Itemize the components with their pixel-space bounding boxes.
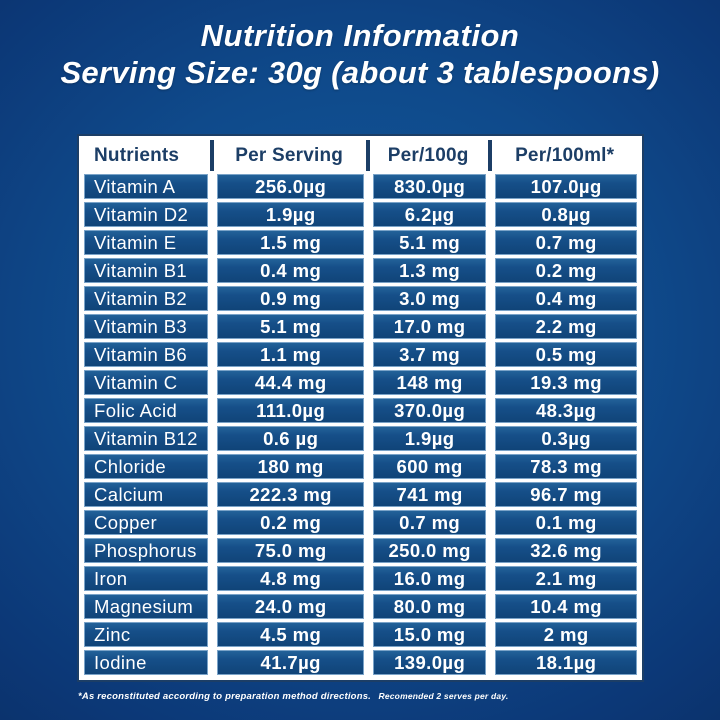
nutrient-value: 1.9µg xyxy=(373,426,486,451)
nutrient-name: Vitamin B6 xyxy=(84,342,208,367)
nutrient-value: 0.8µg xyxy=(495,202,637,227)
nutrient-value: 0.4 mg xyxy=(495,286,637,311)
table-row xyxy=(84,258,637,283)
nutrient-value: 0.9 mg xyxy=(217,286,364,311)
nutrient-name: Calcium xyxy=(84,482,208,507)
nutrient-name: Folic Acid xyxy=(84,398,208,423)
nutrient-value: 96.7 mg xyxy=(495,482,637,507)
column-header-per-serving: Per Serving xyxy=(210,140,364,171)
nutrient-name: Vitamin C xyxy=(84,370,208,395)
nutrient-name: Vitamin D2 xyxy=(84,202,208,227)
nutrient-name: Vitamin B1 xyxy=(84,258,208,283)
title-nutrition-information: Nutrition Information xyxy=(200,18,520,53)
title-serving-size: Serving Size: 30g (about 3 tablespoons) xyxy=(60,55,660,90)
table-row xyxy=(84,426,637,451)
column-header-per-100g: Per/100g xyxy=(366,140,486,171)
footnote-recommended-text: Recomended 2 serves per day. xyxy=(378,691,509,701)
table-row xyxy=(84,482,637,507)
nutrient-name: Vitamin A xyxy=(84,174,208,199)
nutrient-name: Vitamin B2 xyxy=(84,286,208,311)
nutrient-value: 0.7 mg xyxy=(373,510,486,535)
nutrient-value: 830.0µg xyxy=(373,174,486,199)
nutrient-value: 5.1 mg xyxy=(373,230,486,255)
nutrient-name: Chloride xyxy=(84,454,208,479)
nutrient-value: 75.0 mg xyxy=(217,538,364,563)
nutrient-value: 0.7 mg xyxy=(495,230,637,255)
nutrient-value: 6.2µg xyxy=(373,202,486,227)
nutrient-name: Vitamin B3 xyxy=(84,314,208,339)
nutrient-value: 4.8 mg xyxy=(217,566,364,591)
nutrient-value: 0.2 mg xyxy=(217,510,364,535)
nutrient-value: 80.0 mg xyxy=(373,594,486,619)
nutrient-value: 111.0µg xyxy=(217,398,364,423)
table-row xyxy=(84,454,637,479)
nutrient-name: Iodine xyxy=(84,650,208,675)
nutrient-value: 44.4 mg xyxy=(217,370,364,395)
table-row xyxy=(84,650,637,675)
table-row xyxy=(84,314,637,339)
nutrient-value: 0.6 µg xyxy=(217,426,364,451)
table-row xyxy=(84,370,637,395)
table-row xyxy=(84,342,637,367)
nutrient-value: 2 mg xyxy=(495,622,637,647)
nutrient-value: 1.1 mg xyxy=(217,342,364,367)
nutrient-value: 2.1 mg xyxy=(495,566,637,591)
nutrient-value: 0.1 mg xyxy=(495,510,637,535)
nutrient-value: 0.4 mg xyxy=(217,258,364,283)
nutrient-value: 24.0 mg xyxy=(217,594,364,619)
footnote xyxy=(78,686,509,704)
nutrient-value: 48.3µg xyxy=(495,398,637,423)
nutrient-value: 370.0µg xyxy=(373,398,486,423)
nutrient-name: Vitamin B12 xyxy=(84,426,208,451)
page-title xyxy=(0,18,720,91)
table-row xyxy=(84,594,637,619)
nutrient-value: 5.1 mg xyxy=(217,314,364,339)
table-header-row xyxy=(84,140,637,171)
nutrient-value: 78.3 mg xyxy=(495,454,637,479)
table-row xyxy=(84,510,637,535)
table-body xyxy=(84,174,637,675)
column-header-nutrients: Nutrients xyxy=(84,140,208,171)
nutrient-value: 4.5 mg xyxy=(217,622,364,647)
nutrient-value: 41.7µg xyxy=(217,650,364,675)
nutrient-value: 19.3 mg xyxy=(495,370,637,395)
nutrient-name: Iron xyxy=(84,566,208,591)
nutrient-value: 0.5 mg xyxy=(495,342,637,367)
nutrient-value: 0.2 mg xyxy=(495,258,637,283)
table-row xyxy=(84,286,637,311)
nutrient-value: 2.2 mg xyxy=(495,314,637,339)
table-row xyxy=(84,566,637,591)
nutrient-value: 256.0µg xyxy=(217,174,364,199)
nutrient-value: 1.9µg xyxy=(217,202,364,227)
table-row xyxy=(84,622,637,647)
nutrient-value: 3.0 mg xyxy=(373,286,486,311)
column-header-per-100ml: Per/100ml* xyxy=(488,140,637,171)
nutrient-value: 18.1µg xyxy=(495,650,637,675)
nutrient-value: 222.3 mg xyxy=(217,482,364,507)
table-row xyxy=(84,398,637,423)
nutrient-value: 600 mg xyxy=(373,454,486,479)
nutrient-value: 107.0µg xyxy=(495,174,637,199)
nutrient-value: 139.0µg xyxy=(373,650,486,675)
nutrient-value: 0.3µg xyxy=(495,426,637,451)
table-row xyxy=(84,538,637,563)
nutrient-value: 3.7 mg xyxy=(373,342,486,367)
footnote-reconstituted-text: *As reconstituted according to preparation method directions. xyxy=(78,691,372,702)
nutrient-name: Copper xyxy=(84,510,208,535)
nutrient-name: Phosphorus xyxy=(84,538,208,563)
nutrient-value: 180 mg xyxy=(217,454,364,479)
nutrient-value: 250.0 mg xyxy=(373,538,486,563)
nutrition-table xyxy=(77,134,644,682)
table-row xyxy=(84,174,637,199)
nutrient-value: 148 mg xyxy=(373,370,486,395)
nutrient-value: 17.0 mg xyxy=(373,314,486,339)
table-row xyxy=(84,202,637,227)
nutrient-value: 32.6 mg xyxy=(495,538,637,563)
nutrient-value: 1.3 mg xyxy=(373,258,486,283)
nutrient-value: 10.4 mg xyxy=(495,594,637,619)
table-row xyxy=(84,230,637,255)
nutrient-name: Magnesium xyxy=(84,594,208,619)
nutrient-value: 741 mg xyxy=(373,482,486,507)
nutrient-name: Zinc xyxy=(84,622,208,647)
nutrient-value: 15.0 mg xyxy=(373,622,486,647)
nutrient-value: 1.5 mg xyxy=(217,230,364,255)
nutrient-value: 16.0 mg xyxy=(373,566,486,591)
nutrient-name: Vitamin E xyxy=(84,230,208,255)
